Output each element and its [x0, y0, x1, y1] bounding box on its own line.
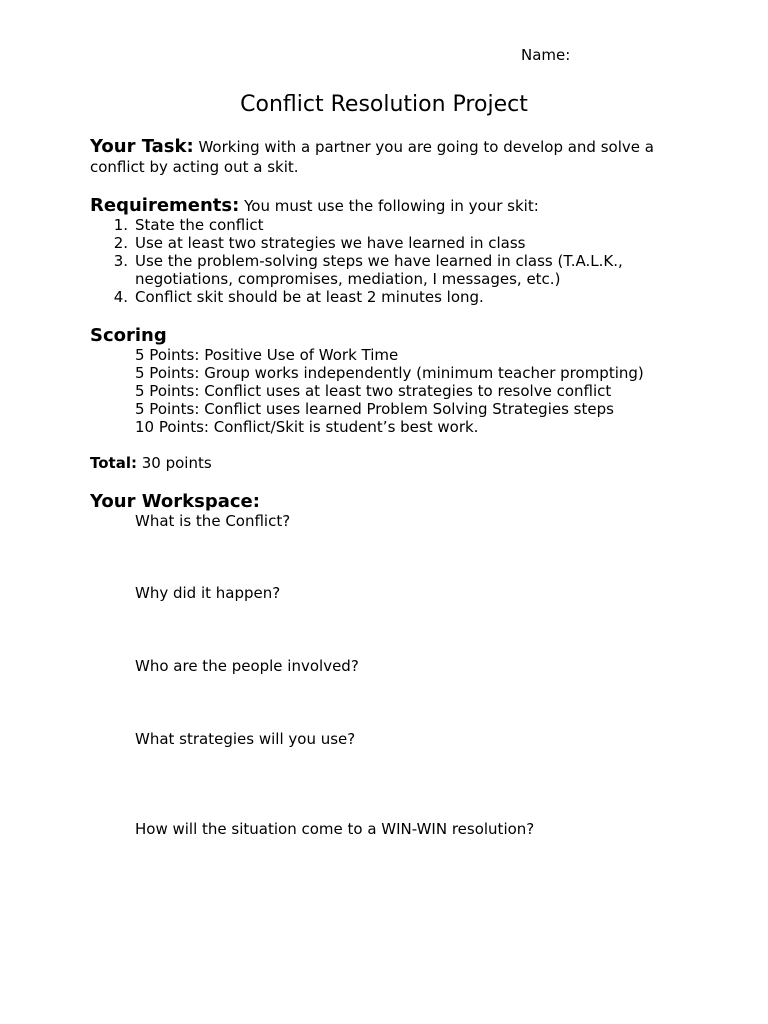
scoring-item: 5 Points: Conflict uses at least two strategies to resolve conflict	[135, 382, 612, 400]
list-item	[90, 216, 690, 234]
document-title: Conflict Resolution Project	[240, 92, 528, 117]
list-item-text: negotiations, compromises, mediation, I messages, etc.)	[135, 270, 561, 288]
total-line	[90, 454, 212, 472]
scoring-item: 10 Points: Conflict/Skit is student’s best work.	[135, 418, 479, 436]
task-heading: Your Task:	[90, 136, 194, 157]
list-item-continuation	[90, 270, 690, 288]
list-item-number: 1.	[113, 216, 128, 234]
workspace-question-strategies: What strategies will you use?	[135, 730, 356, 748]
list-item	[90, 234, 690, 252]
requirements-heading-line	[90, 195, 539, 216]
list-item-number: 2.	[113, 234, 128, 252]
task-text-line2: conflict by acting out a skit.	[90, 158, 299, 176]
list-item	[90, 288, 690, 306]
workspace-question-why: Why did it happen?	[135, 584, 281, 602]
list-item-text: Use the problem-solving steps we have learned in class (T.A.L.K.,	[135, 252, 623, 270]
task-text-line1: Working with a partner you are going to develop and solve a	[193, 138, 654, 156]
name-label: Name:	[521, 46, 571, 64]
list-item-text: State the conflict	[135, 216, 264, 234]
task-section	[90, 137, 690, 177]
requirements-intro: You must use the following in your skit:	[239, 197, 539, 215]
list-item-number: 3.	[113, 252, 128, 270]
scoring-heading: Scoring	[90, 325, 167, 346]
requirements-heading: Requirements:	[90, 195, 240, 216]
list-item-number: 4.	[113, 288, 128, 306]
workspace-question-people: Who are the people involved?	[135, 657, 359, 675]
scoring-item: 5 Points: Positive Use of Work Time	[135, 346, 399, 364]
total-value: 30 points	[136, 454, 212, 472]
list-item	[90, 252, 690, 270]
scoring-item: 5 Points: Conflict uses learned Problem Solving Strategies steps	[135, 400, 614, 418]
total-label: Total:	[90, 454, 137, 472]
workspace-question-conflict: What is the Conflict?	[135, 512, 291, 530]
workspace-question-resolution: How will the situation come to a WIN-WIN resolution?	[135, 820, 535, 838]
scoring-item: 5 Points: Group works independently (minimum teacher prompting)	[135, 364, 644, 382]
workspace-heading: Your Workspace:	[90, 491, 260, 512]
requirements-list	[90, 216, 690, 306]
list-item-text: Use at least two strategies we have learned in class	[135, 234, 526, 252]
list-item-text: Conflict skit should be at least 2 minutes long.	[135, 288, 484, 306]
